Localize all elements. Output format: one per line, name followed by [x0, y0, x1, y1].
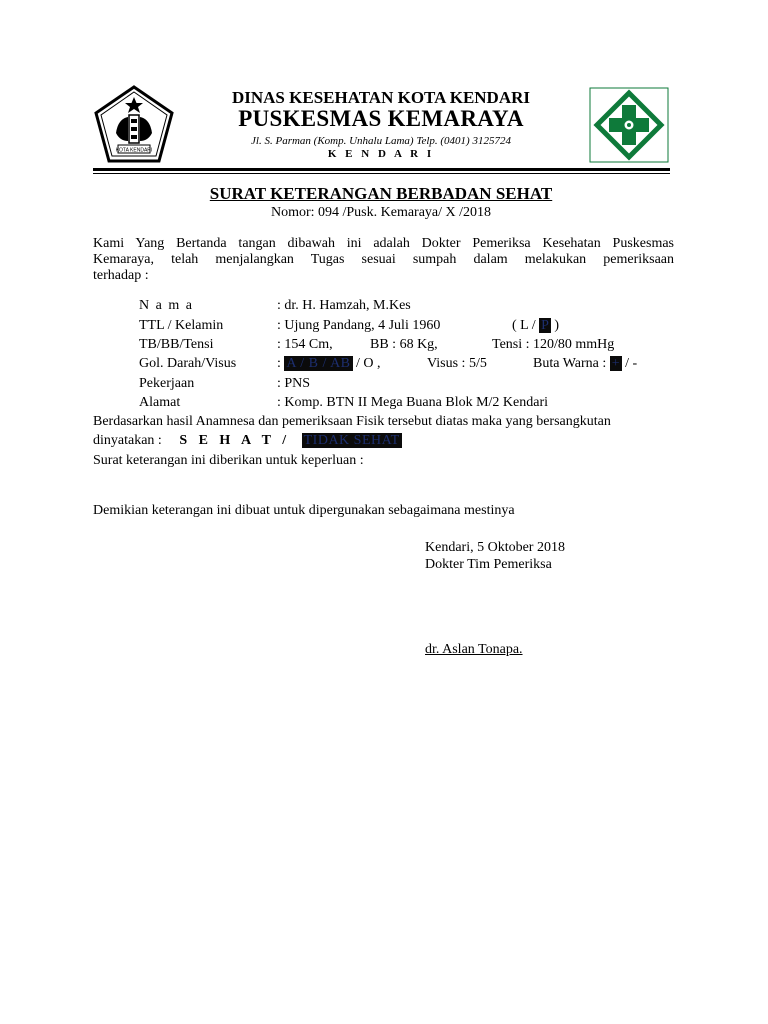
clinic-address: Jl. S. Parman (Komp. Unhalu Lama) Telp. (0401) 3125724	[251, 135, 511, 147]
document-number: Nomor: 094 /Pusk. Kemaraya/ X /2018	[270, 205, 492, 220]
gol-redacted: A / B / AB	[286, 356, 351, 371]
kelamin-redacted: P	[541, 318, 549, 333]
field-value-alamat: : Komp. BTN II Mega Buana Blok M/2 Kendari	[277, 395, 549, 410]
field-value-buta	[533, 356, 637, 372]
intro-line: Kemaraya, telah menjalangkan Tugas sesuai sumpah dalam melakukan pemeriksaan	[93, 252, 674, 267]
intro-line: terhadap :	[93, 268, 149, 283]
field-value-tb: : 154 Cm,	[277, 337, 333, 352]
gol-prefix: :	[277, 356, 281, 371]
signature-name: dr. Aslan Tonapa.	[425, 642, 523, 657]
field-value-pekerjaan: : PNS	[277, 376, 311, 391]
clinic-name: PUSKESMAS KEMARAYA	[238, 106, 524, 131]
clinic-city: K E N D A R I	[327, 148, 435, 160]
header-rule-thin	[93, 173, 670, 174]
closing-line: Demikian keterangan ini dibuat untuk dipergunakan sebagaimana mestinya	[93, 503, 515, 518]
field-label-nama: N a m a	[139, 298, 194, 313]
result-line: Berdasarkan hasil Anamnesa dan pemeriksaan Fisik tersebut diatas maka yang bersangkutan	[93, 414, 611, 429]
document-title: SURAT KETERANGAN BERBADAN SEHAT	[209, 184, 553, 203]
field-label-alamat: Alamat	[139, 395, 181, 410]
result-statement	[93, 433, 402, 449]
field-value-tensi: Tensi : 120/80 mmHg	[492, 337, 615, 352]
buta-redacted: +	[611, 356, 620, 371]
field-value-gol	[277, 356, 381, 372]
header-rule-thick	[93, 168, 670, 171]
buta-label: Buta Warna :	[533, 356, 607, 371]
intro-paragraph	[93, 236, 674, 284]
dinyatakan-label: dinyatakan :	[93, 433, 162, 448]
field-label-ttl: TTL / Kelamin	[139, 318, 224, 333]
kelamin-close: )	[554, 318, 560, 333]
purpose-line: Surat keterangan ini diberikan untuk keperluan :	[93, 453, 364, 468]
field-value-visus: Visus : 5/5	[427, 356, 487, 371]
field-value-ttl: : Ujung Pandang, 4 Juli 1960	[277, 318, 441, 333]
signature-role: Dokter Tim Pemeriksa	[425, 557, 552, 572]
intro-line: Kami Yang Bertanda tangan dibawah ini adalah Dokter Pemeriksa Kesehatan Puskesmas	[93, 236, 674, 251]
tidak-sehat-redacted: TIDAK SEHAT	[303, 433, 400, 448]
field-value-bb: BB : 68 Kg,	[370, 337, 438, 352]
svg-text:KOTA KENDARI: KOTA KENDARI	[115, 147, 153, 154]
field-value-nama: : dr. H. Hamzah, M.Kes	[277, 298, 411, 313]
field-value-kelamin	[512, 318, 559, 334]
sehat-label: S E H A T /	[179, 433, 291, 448]
kelamin-open: ( L /	[512, 318, 536, 333]
signature-place-date: Kendari, 5 Oktober 2018	[425, 540, 565, 555]
gol-o: / O ,	[356, 356, 381, 371]
field-label-gol: Gol. Darah/Visus	[139, 356, 237, 371]
buta-value: / -	[625, 356, 638, 371]
agency-name: DINAS KESEHATAN KOTA KENDARI	[231, 88, 531, 107]
field-label-pekerjaan: Pekerjaan	[139, 376, 195, 391]
field-label-tb: TB/BB/Tensi	[139, 337, 214, 352]
